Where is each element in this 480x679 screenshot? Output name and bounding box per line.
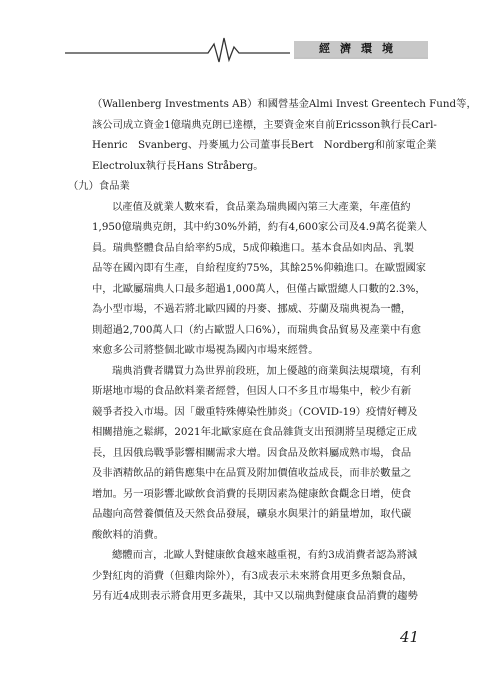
body-line: 長，且因俄烏戰爭影響相關需求大增。因食品及飲料屬成熟市場，食品 bbox=[92, 446, 412, 459]
body-line: （Wallenberg Investments AB）和國營基金Almi Invest Greentech Fund等， bbox=[92, 98, 477, 110]
body-line: 相關措施之鬆綁，2021年北歐家庭在食品雜貨支出預測將呈現穩定正成 bbox=[92, 426, 417, 438]
body-line: 競爭者投入市場。因「嚴重特殊傳染性肺炎」（COVID-19）疫情好轉及 bbox=[92, 405, 418, 418]
body-line: 該公司成立資金1億瑞典克朗已達標，主要資金來自前Ericsson執行長Carl- bbox=[92, 118, 437, 131]
body-line: 瑞典消費者購買力為世界前段班，加上優越的商業與法規環境，有利 bbox=[112, 364, 421, 377]
body-line: Electrolux執行長Hans Stråberg。 bbox=[92, 159, 264, 172]
body-line: 以產值及就業人數來看，食品業為瑞典國內第三大產業，年產值約 bbox=[112, 200, 411, 213]
body-line: 斯堪地市場的食品飲料業者經營，但因人口不多且市場集中，較少有新 bbox=[92, 385, 412, 397]
body-line: 品等在國內即有生產，自給程度約75%，其餘25%仰賴進口。在歐盟國家 bbox=[92, 262, 427, 274]
body-line: 中，北歐屬瑞典人口最多超過1,000萬人，但僅占歐盟總人口數的2.3%， bbox=[92, 282, 426, 295]
section-heading: （九）食品業 bbox=[68, 180, 130, 192]
body-line: 員。瑞典整體食品自給率約5成，5成仰賴進口。基本食品如肉品、乳製 bbox=[92, 241, 415, 254]
body-line: 另有近4成則表示將食用更多蔬果，其中又以瑞典對健康食品消費的趨勢 bbox=[92, 590, 418, 602]
body-line: 增加。另一項影響北歐飲食消費的長期因素為健康飲食觀念日增，使食 bbox=[92, 487, 412, 500]
body-line: 及非酒精飲品的銷售應集中在品質及附加價值收益成長，而非於數量之 bbox=[92, 467, 412, 479]
header-title: 經濟環境 bbox=[294, 41, 428, 57]
body-line: 品趨向高營養價值及天然食品發展，礦泉水與果汁的銷量增加，取代碳 bbox=[92, 508, 412, 520]
body-line: 總體而言，北歐人對健康飲食越來越重視，有約3成消費者認為將減 bbox=[112, 549, 418, 561]
body-line: 來愈多公司將整個北歐市場視為國內市場來經營。 bbox=[92, 344, 319, 356]
document-body bbox=[68, 94, 477, 607]
body-line: 為小型市場，不過若將北歐四國的丹麥、挪威、芬蘭及瑞典視為一體， bbox=[92, 303, 412, 315]
body-line: 則超過2,700萬人口（約占歐盟人口6%），而瑞典食品貿易及產業中有愈 bbox=[92, 323, 421, 336]
body-line: Henric Svanberg、丹麥風力公司董事長Bert Nordberg和前家電企業 bbox=[92, 139, 437, 151]
body-line: 1,950億瑞典克朗，其中約30%外銷，約有4,600家公司及4.9萬名從業人 bbox=[92, 221, 428, 233]
heartbeat-line-icon bbox=[0, 0, 480, 70]
page-header bbox=[0, 0, 480, 70]
body-line: 酸飲料的消費。 bbox=[92, 528, 165, 541]
page-number: 41 bbox=[400, 628, 420, 646]
body-line: 少對紅肉的消費（但雞肉除外），有3成表示未來將食用更多魚類食品， bbox=[92, 569, 413, 582]
